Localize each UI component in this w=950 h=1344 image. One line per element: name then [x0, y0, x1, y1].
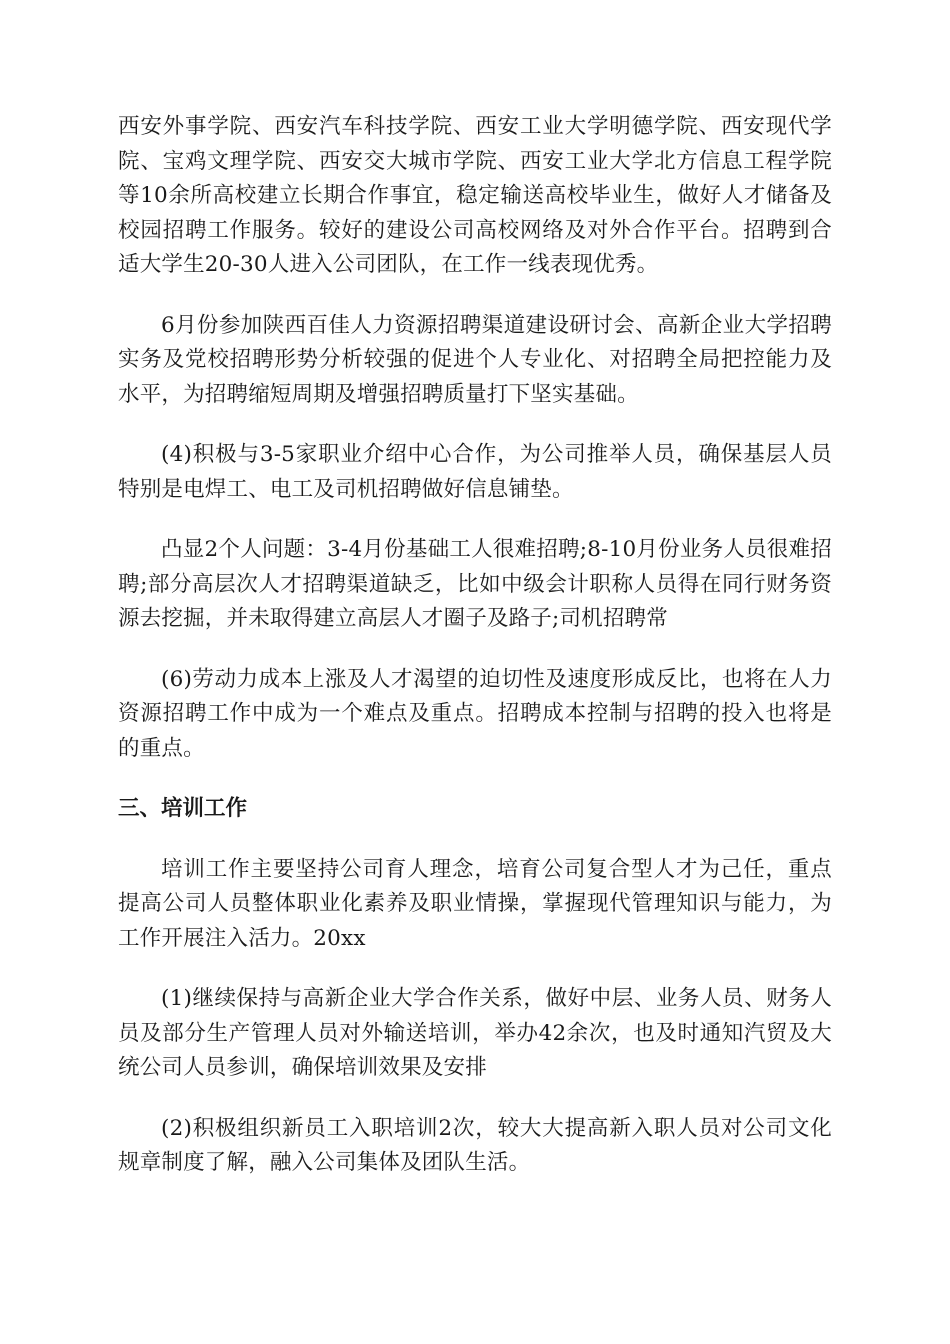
paragraph-problems: 凸显2个人问题：3-4月份基础工人很难招聘;8-10月份业务人员很难招聘;部分高层次人才招聘渠道缺乏，比如中级会计职称人员得在同行财务资源去挖掘，并未取得建立高层人才圈子及路子;司机招聘常 — [118, 537, 832, 631]
section-heading-training: 三、培训工作 — [118, 796, 248, 821]
paragraph-item-4: (4)积极与3-5家职业介绍中心合作，为公司推举人员，确保基层人员特别是电焊工、电工及司机招聘做好信息铺垫。 — [118, 442, 832, 502]
paragraph-training-intro: 培训工作主要坚持公司育人理念，培育公司复合型人才为己任，重点提高公司人员整体职业化素养及职业情操，掌握现代管理知识与能力，为工作开展注入活力。20xx — [118, 856, 832, 951]
paragraph-item-6: (6)劳动力成本上涨及人才渴望的迫切性及速度形成反比，也将在人力资源招聘工作中成为一个难点及重点。招聘成本控制与招聘的投入也将是的重点。 — [118, 666, 832, 761]
paragraph-university-cooperation: 西安外事学院、西安汽车科技学院、西安工业大学明德学院、西安现代学院、宝鸡文理学院、西安交大城市学院、西安工业大学北方信息工程学院等10余所高校建立长期合作事宜，稳定输送高校毕业生，做好人才储备及校园招聘工作服务。较好的建设公司高校网络及对外合作平台。招聘到合适大学生20-30人进入公司团队，在工作一线表现优秀。 — [118, 114, 832, 277]
paragraph-training-item-2: (2)积极组织新员工入职培训2次，较大大提高新入职人员对公司文化规章制度了解，融入公司集体及团队生活。 — [118, 1115, 832, 1175]
paragraph-june-seminar: 6月份参加陕西百佳人力资源招聘渠道建设研讨会、高新企业大学招聘实务及党校招聘形势分析较强的促进个人专业化、对招聘全局把控能力及水平，为招聘缩短周期及增强招聘质量打下坚实基础。 — [118, 312, 832, 407]
paragraph-training-item-1: (1)继续保持与高新企业大学合作关系，做好中层、业务人员、财务人员及部分生产管理人员对外输送培训，举办42余次，也及时通知汽贸及大统公司人员参训，确保培训效果及安排 — [118, 986, 832, 1080]
